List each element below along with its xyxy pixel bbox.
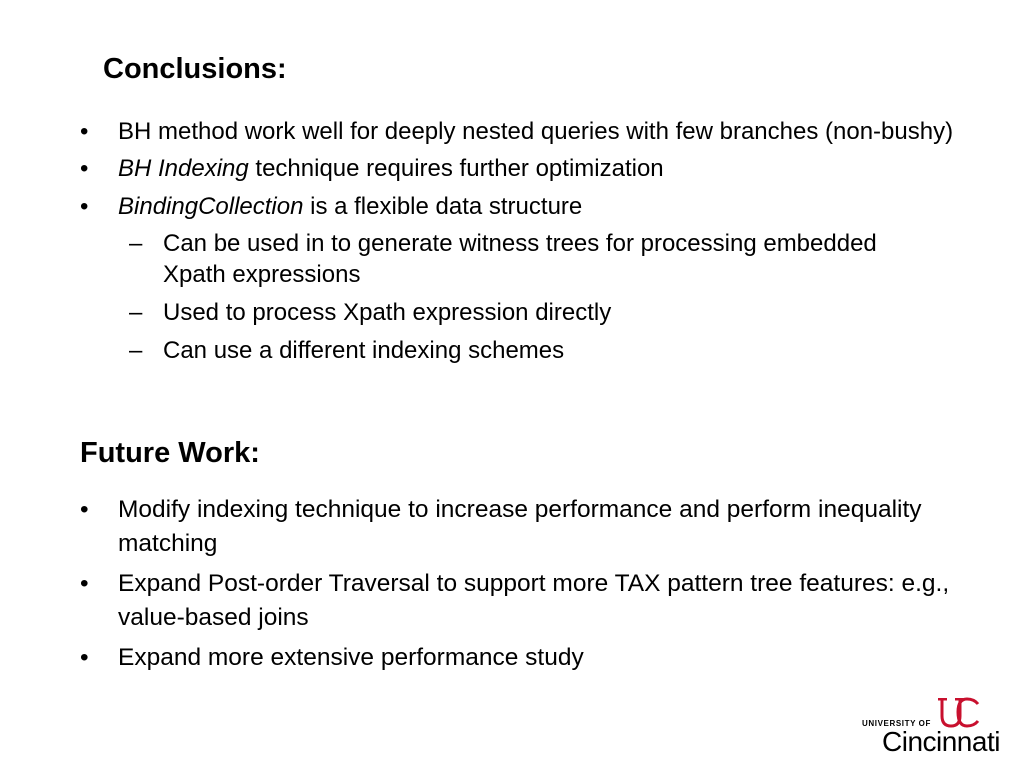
- bullet-mark: •: [80, 118, 89, 145]
- conclusions-list: [0, 116, 1024, 366]
- dash-mark: –: [129, 230, 143, 257]
- subitem-text-3: Can use a different indexing schemes: [163, 337, 565, 364]
- conclusion-text-1: BH method work well for deeply nested queries with few branches (non-bushy): [118, 118, 954, 145]
- future-text-1: Modify indexing technique to increase performance and perform inequality matching: [118, 496, 922, 557]
- bullet-mark: •: [80, 644, 89, 671]
- future-bullet-2: [0, 567, 958, 635]
- conclusion-subitem-2: [0, 297, 903, 328]
- uc-monogram-icon: [938, 696, 982, 730]
- future-bullet-1: [0, 493, 958, 561]
- conclusions-heading: Conclusions:: [103, 53, 287, 85]
- university-logo: [862, 696, 1012, 758]
- conclusion-bullet-2: [0, 153, 958, 184]
- subitem-text-2: Used to process Xpath expression directly: [163, 299, 612, 326]
- university-of-label: UNIVERSITY OF: [862, 719, 931, 728]
- conclusion-bullet-3: [0, 191, 958, 222]
- binding-collection-term: BindingCollection: [118, 193, 304, 220]
- dash-mark: –: [129, 337, 143, 364]
- dash-mark: –: [129, 299, 143, 326]
- conclusion-text-3: is a flexible data structure: [303, 193, 583, 220]
- conclusion-subitem-3: [0, 335, 903, 366]
- conclusion-subitem-1: [0, 228, 903, 290]
- cincinnati-wordmark: Cincinnati: [882, 726, 1000, 757]
- conclusion-bullet-1: [0, 116, 958, 147]
- bullet-mark: •: [80, 155, 89, 182]
- future-text-3: Expand more extensive performance study: [118, 644, 584, 671]
- conclusion-text-2: technique requires further optimization: [248, 155, 664, 182]
- future-work-heading: Future Work:: [80, 437, 260, 469]
- future-text-2: Expand Post-order Traversal to support more TAX pattern tree features: e.g., value-based joins: [118, 570, 950, 631]
- future-work-list: [0, 493, 1024, 675]
- bh-indexing-term: BH Indexing: [118, 155, 249, 182]
- future-bullet-3: [0, 641, 958, 675]
- bullet-mark: •: [80, 193, 89, 220]
- bullet-mark: •: [80, 570, 89, 597]
- bullet-mark: •: [80, 496, 89, 523]
- subitem-text-1: Can be used in to generate witness trees for processing embedded Xpath expressions: [163, 230, 877, 288]
